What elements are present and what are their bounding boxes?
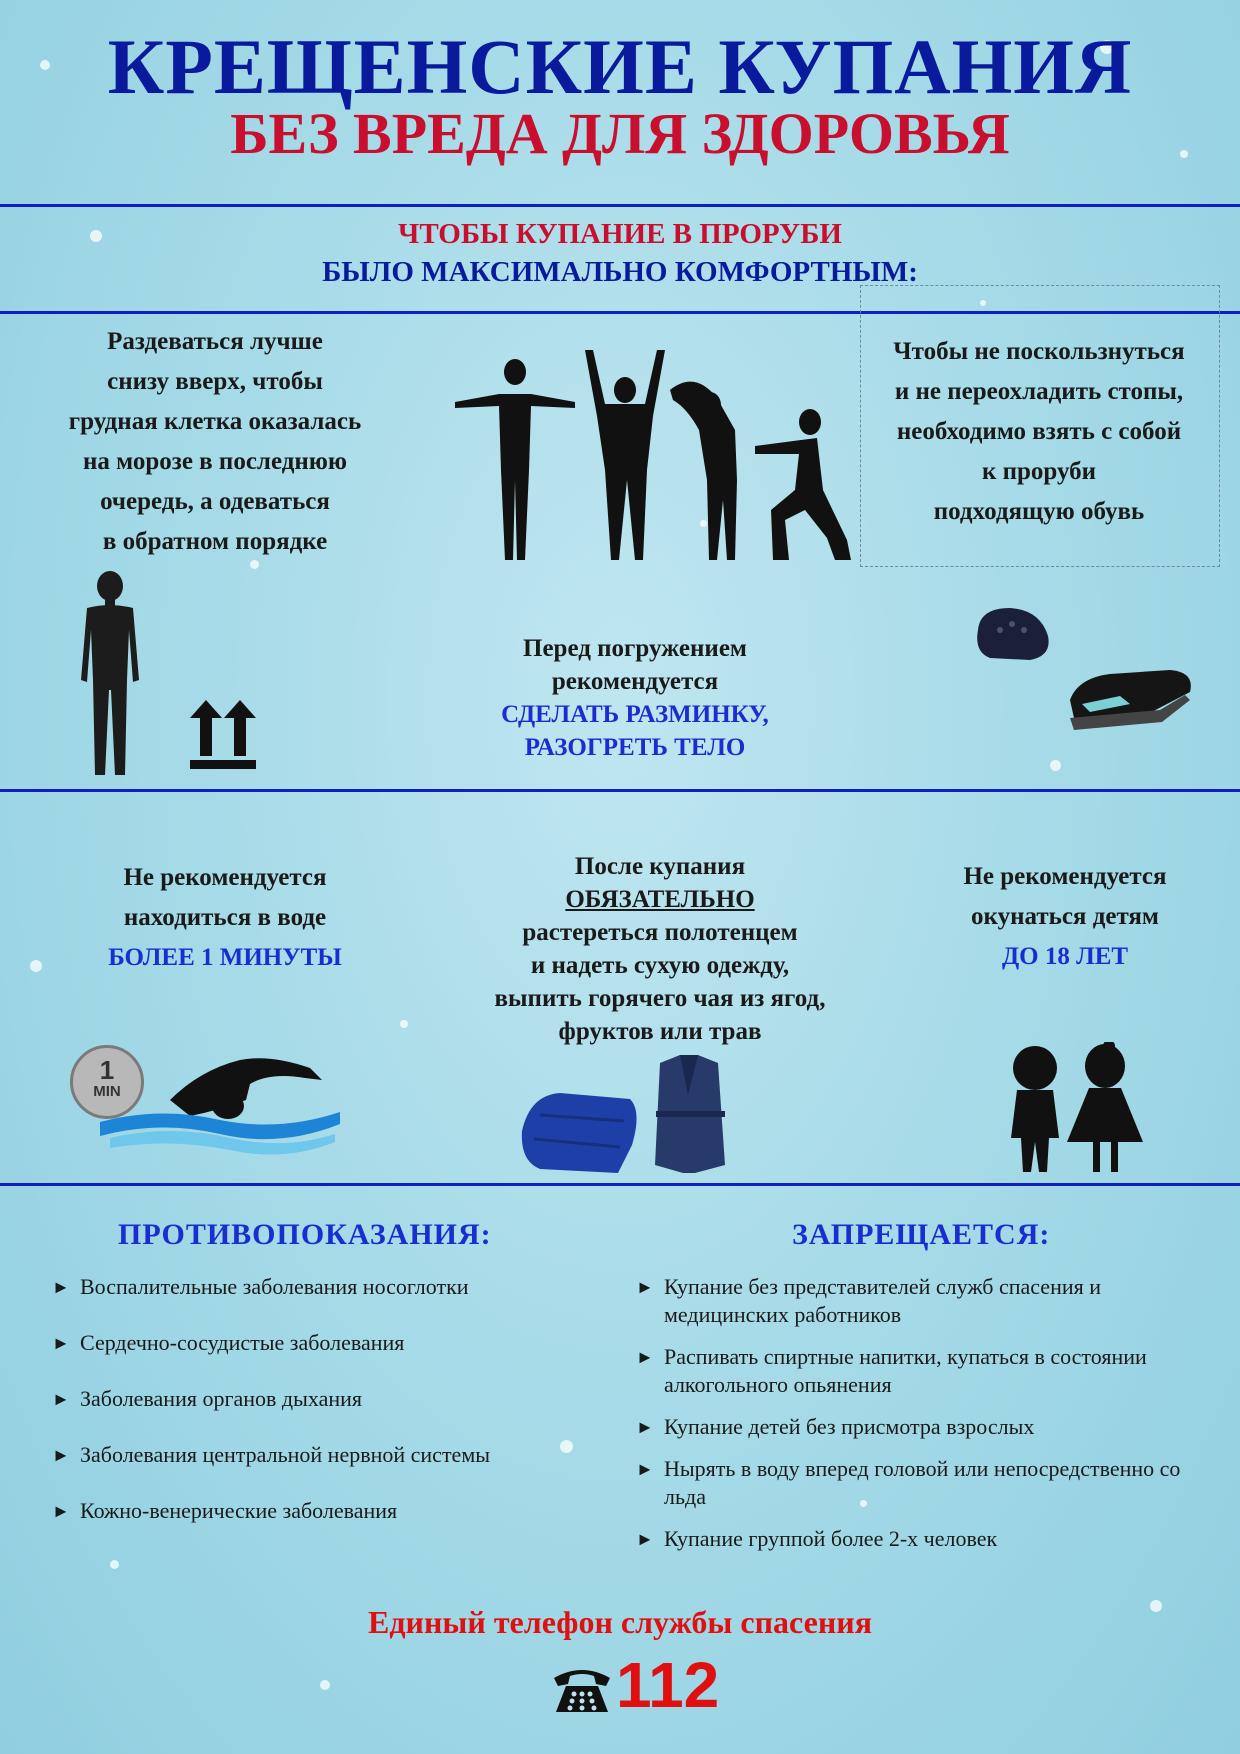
telephone-icon	[552, 1664, 612, 1714]
warmup-text: Перед погружением рекомендуется СДЕЛАТЬ РАЗМИНКУ, РАЗОГРЕТЬ ТЕЛО	[501, 635, 769, 761]
list-item: ► Нырять в воду вперед головой или непосредственно со льда	[636, 1455, 1226, 1511]
list-item: ► Купание детей без присмотра взрослых	[636, 1413, 1226, 1441]
intro-line-1: ЧТОБЫ КУПАНИЕ В ПРОРУБИ	[398, 218, 842, 250]
list-item: ► Кожно-венерические заболевания	[52, 1497, 612, 1525]
list-item: ► Купание без представителей служб спасения и медицинских работников	[636, 1273, 1226, 1329]
towel-and-robe-icon	[520, 1055, 725, 1175]
warmup-exercises-icon	[455, 350, 855, 565]
divider	[0, 204, 1240, 207]
contraindications-heading: ПРОТИВОПОКАЗАНИЯ:	[118, 1218, 492, 1251]
duration-text: Не рекомендуется находиться в воде БОЛЕЕ 1 МИНУТЫ	[108, 864, 342, 971]
list-item: ► Воспалительные заболевания носоглотки	[52, 1273, 612, 1301]
list-item: ► Купание группой более 2-х человек	[636, 1525, 1226, 1553]
divider	[0, 789, 1240, 792]
one-minute-badge: 1 MIN	[70, 1045, 144, 1119]
footwear-icon	[970, 600, 1200, 750]
intro-line-2: БЫЛО МАКСИМАЛЬНО КОМФОРТНЫМ:	[322, 256, 918, 288]
person-silhouette-icon	[65, 570, 155, 780]
this-way-up-arrows-icon	[190, 700, 256, 770]
divider	[0, 1183, 1240, 1186]
children-silhouette-icon	[1005, 1042, 1145, 1174]
list-item: ► Распивать спиртные напитки, купаться в состоянии алкогольного опьянения	[636, 1343, 1226, 1399]
undress-text: Раздеваться лучше снизу вверх, чтобы грудная клетка оказалась на морозе в последнюю очередь, а одеваться в обратном порядке	[68, 328, 362, 555]
after-bath-text: После купания ОБЯЗАТЕЛЬНО растереться полотенцем и надеть сухую одежду, выпить горячего чая из ягод, фруктов или трав	[494, 853, 826, 1045]
phone-number[interactable]: 112	[616, 1649, 720, 1721]
children-text: Не рекомендуется окунаться детям ДО 18 ЛЕТ	[963, 863, 1167, 970]
list-item: ► Заболевания центральной нервной системы	[52, 1441, 612, 1469]
list-item: ► Заболевания органов дыхания	[52, 1385, 612, 1413]
list-item: ► Сердечно-сосудистые заболевания	[52, 1329, 612, 1357]
rescue-phone-label: Единый телефон службы спасения	[368, 1604, 872, 1640]
forbidden-heading: ЗАПРЕЩАЕТСЯ:	[792, 1218, 1051, 1251]
page-title: КРЕЩЕНСКИЕ КУПАНИЯ	[107, 23, 1133, 110]
swimmer-icon	[100, 1050, 345, 1160]
forbidden-list	[636, 1273, 1226, 1567]
rescue-phone[interactable]	[552, 1649, 720, 1722]
contraindications-list	[52, 1273, 612, 1553]
footwear-text: Чтобы не поскользнуться и не переохладить стопы, необходимо взять с собой к проруби подходящую обувь	[893, 338, 1185, 525]
page-subtitle: БЕЗ ВРЕДА ДЛЯ ЗДОРОВЬЯ	[230, 101, 1010, 166]
